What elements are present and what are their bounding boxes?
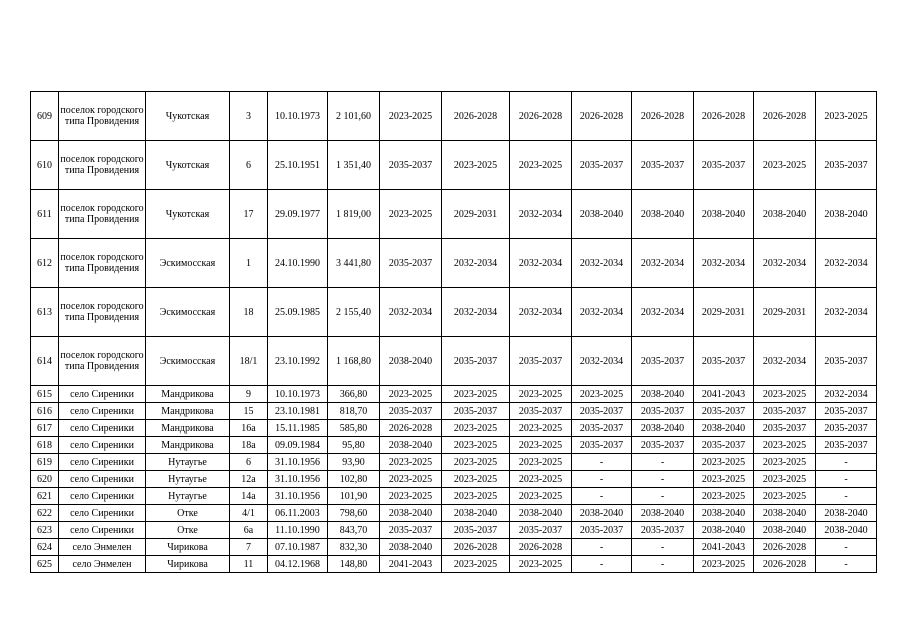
house-number-cell: 6 — [230, 454, 268, 471]
repair-period-cell: 2041-2043 — [694, 539, 754, 556]
table-row — [31, 288, 877, 337]
repair-period-cell: - — [632, 471, 694, 488]
total-area-cell: 843,70 — [328, 522, 380, 539]
settlement-name-cell: село Сиреники — [59, 403, 146, 420]
table-row — [31, 141, 877, 190]
repair-period-cell: 2035-2037 — [572, 437, 632, 454]
total-area-cell: 102,80 — [328, 471, 380, 488]
table-row — [31, 337, 877, 386]
settlement-name-cell: поселок городского типа Провидения — [59, 239, 146, 288]
row-number-cell: 618 — [31, 437, 59, 454]
repair-period-cell: 2035-2037 — [510, 337, 572, 386]
street-name-cell: Эскимосская — [146, 288, 230, 337]
repair-period-cell: 2035-2037 — [632, 403, 694, 420]
commission-date-cell: 29.09.1977 — [268, 190, 328, 239]
repair-period-cell: 2026-2028 — [754, 556, 816, 573]
repair-period-cell: 2035-2037 — [380, 141, 442, 190]
repair-period-cell: 2038-2040 — [380, 505, 442, 522]
house-number-cell: 9 — [230, 386, 268, 403]
repair-period-cell: 2035-2037 — [816, 337, 877, 386]
table-row — [31, 556, 877, 573]
repair-period-cell: 2023-2025 — [442, 386, 510, 403]
house-number-cell: 6 — [230, 141, 268, 190]
repair-period-cell: 2035-2037 — [632, 437, 694, 454]
repair-period-cell: 2026-2028 — [632, 92, 694, 141]
repair-period-cell: 2032-2034 — [816, 386, 877, 403]
table-row — [31, 437, 877, 454]
repair-period-cell: 2038-2040 — [754, 505, 816, 522]
total-area-cell: 3 441,80 — [328, 239, 380, 288]
repair-period-cell: 2032-2034 — [510, 190, 572, 239]
house-number-cell: 15 — [230, 403, 268, 420]
repair-period-cell: 2023-2025 — [380, 471, 442, 488]
repair-period-cell: 2032-2034 — [380, 288, 442, 337]
repair-period-cell: 2023-2025 — [510, 471, 572, 488]
house-number-cell: 12а — [230, 471, 268, 488]
street-name-cell: Мандрикова — [146, 437, 230, 454]
settlement-name-cell: село Сиреники — [59, 386, 146, 403]
street-name-cell: Эскимосская — [146, 239, 230, 288]
repair-period-cell: 2032-2034 — [572, 288, 632, 337]
repair-period-cell: 2023-2025 — [694, 488, 754, 505]
total-area-cell: 1 168,80 — [328, 337, 380, 386]
repair-period-cell: 2038-2040 — [816, 190, 877, 239]
repair-period-cell: 2032-2034 — [816, 239, 877, 288]
street-name-cell: Отке — [146, 505, 230, 522]
commission-date-cell: 23.10.1981 — [268, 403, 328, 420]
repair-period-cell: 2026-2028 — [442, 92, 510, 141]
commission-date-cell: 10.10.1973 — [268, 386, 328, 403]
repair-period-cell: 2023-2025 — [572, 386, 632, 403]
repair-period-cell: 2035-2037 — [632, 337, 694, 386]
repair-period-cell: 2026-2028 — [510, 92, 572, 141]
repair-period-cell: 2038-2040 — [632, 420, 694, 437]
repair-period-cell: 2038-2040 — [632, 190, 694, 239]
repair-period-cell: 2035-2037 — [816, 141, 877, 190]
repair-period-cell: - — [632, 539, 694, 556]
row-number-cell: 619 — [31, 454, 59, 471]
repair-period-cell: 2035-2037 — [510, 522, 572, 539]
commission-date-cell: 31.10.1956 — [268, 488, 328, 505]
repair-period-cell: - — [816, 556, 877, 573]
row-number-cell: 614 — [31, 337, 59, 386]
row-number-cell: 623 — [31, 522, 59, 539]
settlement-name-cell: село Сиреники — [59, 505, 146, 522]
settlement-name-cell: поселок городского типа Провидения — [59, 92, 146, 141]
repair-period-cell: 2023-2025 — [442, 141, 510, 190]
repair-period-cell: 2032-2034 — [510, 288, 572, 337]
repair-period-cell: 2038-2040 — [754, 190, 816, 239]
repair-period-cell: 2023-2025 — [510, 141, 572, 190]
row-number-cell: 610 — [31, 141, 59, 190]
repair-period-cell: 2038-2040 — [572, 505, 632, 522]
settlement-name-cell: поселок городского типа Провидения — [59, 141, 146, 190]
repair-period-cell: 2038-2040 — [632, 386, 694, 403]
street-name-cell: Нутаугье — [146, 454, 230, 471]
repair-period-cell: 2038-2040 — [694, 420, 754, 437]
repair-period-cell: 2023-2025 — [442, 454, 510, 471]
repair-period-cell: - — [572, 556, 632, 573]
street-name-cell: Чукотская — [146, 141, 230, 190]
repair-period-cell: 2035-2037 — [442, 522, 510, 539]
repair-period-cell: 2023-2025 — [442, 488, 510, 505]
row-number-cell: 611 — [31, 190, 59, 239]
row-number-cell: 620 — [31, 471, 59, 488]
total-area-cell: 798,60 — [328, 505, 380, 522]
repair-period-cell: 2023-2025 — [754, 454, 816, 471]
settlement-name-cell: село Энмелен — [59, 556, 146, 573]
total-area-cell: 2 155,40 — [328, 288, 380, 337]
repair-period-cell: 2032-2034 — [632, 288, 694, 337]
table-row — [31, 539, 877, 556]
settlement-name-cell: село Сиреники — [59, 454, 146, 471]
total-area-cell: 1 819,00 — [328, 190, 380, 239]
settlement-name-cell: поселок городского типа Провидения — [59, 288, 146, 337]
repair-period-cell: 2035-2037 — [572, 522, 632, 539]
repair-period-cell: 2023-2025 — [510, 488, 572, 505]
total-area-cell: 818,70 — [328, 403, 380, 420]
settlement-name-cell: поселок городского типа Провидения — [59, 190, 146, 239]
commission-date-cell: 25.09.1985 — [268, 288, 328, 337]
total-area-cell: 148,80 — [328, 556, 380, 573]
street-name-cell: Эскимосская — [146, 337, 230, 386]
repair-period-cell: 2032-2034 — [442, 288, 510, 337]
repair-period-cell: 2038-2040 — [380, 437, 442, 454]
total-area-cell: 2 101,60 — [328, 92, 380, 141]
repair-period-cell: 2038-2040 — [816, 522, 877, 539]
repair-period-cell: 2035-2037 — [380, 403, 442, 420]
repair-period-cell: - — [816, 471, 877, 488]
street-name-cell: Мандрикова — [146, 386, 230, 403]
commission-date-cell: 23.10.1992 — [268, 337, 328, 386]
street-name-cell: Чирикова — [146, 556, 230, 573]
repair-period-cell: 2023-2025 — [510, 437, 572, 454]
commission-date-cell: 31.10.1956 — [268, 454, 328, 471]
row-number-cell: 613 — [31, 288, 59, 337]
repair-period-cell: 2035-2037 — [694, 437, 754, 454]
repair-period-cell: 2035-2037 — [510, 403, 572, 420]
table-row — [31, 190, 877, 239]
street-name-cell: Отке — [146, 522, 230, 539]
repair-period-cell: 2023-2025 — [510, 420, 572, 437]
repair-period-cell: 2041-2043 — [694, 386, 754, 403]
street-name-cell: Чирикова — [146, 539, 230, 556]
row-number-cell: 612 — [31, 239, 59, 288]
repair-period-cell: 2023-2025 — [754, 141, 816, 190]
repair-period-cell: 2035-2037 — [442, 403, 510, 420]
house-number-cell: 1 — [230, 239, 268, 288]
repair-period-cell: 2035-2037 — [632, 141, 694, 190]
repair-period-cell: 2032-2034 — [632, 239, 694, 288]
table-row — [31, 471, 877, 488]
table-row — [31, 488, 877, 505]
repair-period-cell: - — [632, 488, 694, 505]
house-number-cell: 14а — [230, 488, 268, 505]
house-number-cell: 4/1 — [230, 505, 268, 522]
table-row — [31, 420, 877, 437]
street-name-cell: Чукотская — [146, 92, 230, 141]
repair-period-cell: 2035-2037 — [694, 337, 754, 386]
table-row — [31, 522, 877, 539]
house-number-cell: 6а — [230, 522, 268, 539]
commission-date-cell: 06.11.2003 — [268, 505, 328, 522]
repair-period-cell: 2038-2040 — [816, 505, 877, 522]
repair-period-cell: - — [816, 454, 877, 471]
total-area-cell: 95,80 — [328, 437, 380, 454]
settlement-name-cell: село Сиреники — [59, 522, 146, 539]
housing-register-table — [30, 91, 877, 573]
total-area-cell: 366,80 — [328, 386, 380, 403]
settlement-name-cell: село Энмелен — [59, 539, 146, 556]
repair-period-cell: - — [572, 454, 632, 471]
street-name-cell: Мандрикова — [146, 403, 230, 420]
repair-period-cell: 2035-2037 — [816, 420, 877, 437]
repair-period-cell: 2023-2025 — [694, 556, 754, 573]
repair-period-cell: 2023-2025 — [754, 437, 816, 454]
repair-period-cell: 2035-2037 — [632, 522, 694, 539]
repair-period-cell: 2023-2025 — [510, 556, 572, 573]
table-row — [31, 92, 877, 141]
house-number-cell: 7 — [230, 539, 268, 556]
repair-period-cell: 2038-2040 — [442, 505, 510, 522]
repair-period-cell: 2038-2040 — [510, 505, 572, 522]
repair-period-cell: 2035-2037 — [754, 403, 816, 420]
repair-period-cell: 2023-2025 — [380, 488, 442, 505]
row-number-cell: 624 — [31, 539, 59, 556]
row-number-cell: 615 — [31, 386, 59, 403]
total-area-cell: 1 351,40 — [328, 141, 380, 190]
repair-period-cell: - — [816, 488, 877, 505]
house-number-cell: 11 — [230, 556, 268, 573]
house-number-cell: 16а — [230, 420, 268, 437]
repair-period-cell: 2035-2037 — [754, 420, 816, 437]
repair-period-cell: 2023-2025 — [510, 386, 572, 403]
repair-period-cell: 2035-2037 — [572, 420, 632, 437]
repair-period-cell: 2035-2037 — [694, 141, 754, 190]
repair-period-cell: 2038-2040 — [572, 190, 632, 239]
commission-date-cell: 25.10.1951 — [268, 141, 328, 190]
table-body — [31, 92, 877, 573]
commission-date-cell: 31.10.1956 — [268, 471, 328, 488]
repair-period-cell: 2035-2037 — [816, 437, 877, 454]
repair-period-cell: 2035-2037 — [572, 403, 632, 420]
repair-period-cell: - — [572, 488, 632, 505]
commission-date-cell: 04.12.1968 — [268, 556, 328, 573]
repair-period-cell: - — [816, 539, 877, 556]
repair-period-cell: 2032-2034 — [694, 239, 754, 288]
table-row — [31, 454, 877, 471]
repair-period-cell: 2035-2037 — [380, 239, 442, 288]
settlement-name-cell: село Сиреники — [59, 488, 146, 505]
table-row — [31, 505, 877, 522]
repair-period-cell: 2032-2034 — [816, 288, 877, 337]
street-name-cell: Чукотская — [146, 190, 230, 239]
house-number-cell: 18 — [230, 288, 268, 337]
repair-period-cell: 2035-2037 — [442, 337, 510, 386]
repair-period-cell: 2026-2028 — [754, 539, 816, 556]
repair-period-cell: 2023-2025 — [694, 471, 754, 488]
repair-period-cell: 2041-2043 — [380, 556, 442, 573]
repair-period-cell: 2023-2025 — [754, 488, 816, 505]
repair-period-cell: 2032-2034 — [754, 239, 816, 288]
repair-period-cell: 2038-2040 — [632, 505, 694, 522]
commission-date-cell: 10.10.1973 — [268, 92, 328, 141]
street-name-cell: Нутаугье — [146, 488, 230, 505]
house-number-cell: 17 — [230, 190, 268, 239]
repair-period-cell: 2023-2025 — [754, 471, 816, 488]
settlement-name-cell: село Сиреники — [59, 471, 146, 488]
repair-period-cell: 2023-2025 — [442, 471, 510, 488]
house-number-cell: 18а — [230, 437, 268, 454]
repair-period-cell: 2023-2025 — [754, 386, 816, 403]
repair-period-cell: - — [572, 471, 632, 488]
repair-period-cell: 2023-2025 — [380, 92, 442, 141]
repair-period-cell: 2038-2040 — [694, 190, 754, 239]
repair-period-cell: 2038-2040 — [380, 337, 442, 386]
row-number-cell: 609 — [31, 92, 59, 141]
repair-period-cell: 2032-2034 — [572, 337, 632, 386]
commission-date-cell: 07.10.1987 — [268, 539, 328, 556]
repair-period-cell: - — [632, 556, 694, 573]
table-row — [31, 386, 877, 403]
street-name-cell: Мандрикова — [146, 420, 230, 437]
repair-period-cell: 2029-2031 — [694, 288, 754, 337]
repair-period-cell: 2026-2028 — [694, 92, 754, 141]
row-number-cell: 622 — [31, 505, 59, 522]
repair-period-cell: 2023-2025 — [510, 454, 572, 471]
commission-date-cell: 24.10.1990 — [268, 239, 328, 288]
repair-period-cell: 2035-2037 — [694, 403, 754, 420]
house-number-cell: 18/1 — [230, 337, 268, 386]
repair-period-cell: 2023-2025 — [694, 454, 754, 471]
total-area-cell: 832,30 — [328, 539, 380, 556]
repair-period-cell: 2032-2034 — [754, 337, 816, 386]
settlement-name-cell: поселок городского типа Провидения — [59, 337, 146, 386]
repair-period-cell: 2038-2040 — [380, 539, 442, 556]
row-number-cell: 617 — [31, 420, 59, 437]
total-area-cell: 101,90 — [328, 488, 380, 505]
repair-period-cell: 2038-2040 — [754, 522, 816, 539]
repair-period-cell: 2023-2025 — [442, 420, 510, 437]
repair-period-cell: 2026-2028 — [380, 420, 442, 437]
repair-period-cell: 2023-2025 — [442, 556, 510, 573]
repair-period-cell: 2026-2028 — [510, 539, 572, 556]
repair-period-cell: 2026-2028 — [442, 539, 510, 556]
commission-date-cell: 11.10.1990 — [268, 522, 328, 539]
commission-date-cell: 09.09.1984 — [268, 437, 328, 454]
repair-period-cell: 2029-2031 — [754, 288, 816, 337]
street-name-cell: Нутаугье — [146, 471, 230, 488]
repair-period-cell: 2023-2025 — [380, 454, 442, 471]
table-row — [31, 403, 877, 420]
commission-date-cell: 15.11.1985 — [268, 420, 328, 437]
repair-period-cell: 2023-2025 — [380, 386, 442, 403]
settlement-name-cell: село Сиреники — [59, 437, 146, 454]
repair-period-cell: 2032-2034 — [442, 239, 510, 288]
repair-period-cell: 2035-2037 — [380, 522, 442, 539]
table-row — [31, 239, 877, 288]
repair-period-cell: 2029-2031 — [442, 190, 510, 239]
repair-period-cell: 2032-2034 — [572, 239, 632, 288]
repair-period-cell: - — [632, 454, 694, 471]
repair-period-cell: - — [572, 539, 632, 556]
repair-period-cell: 2035-2037 — [816, 403, 877, 420]
repair-period-cell: 2026-2028 — [754, 92, 816, 141]
settlement-name-cell: село Сиреники — [59, 420, 146, 437]
repair-period-cell: 2032-2034 — [510, 239, 572, 288]
total-area-cell: 93,90 — [328, 454, 380, 471]
repair-period-cell: 2038-2040 — [694, 505, 754, 522]
total-area-cell: 585,80 — [328, 420, 380, 437]
row-number-cell: 625 — [31, 556, 59, 573]
repair-period-cell: 2038-2040 — [694, 522, 754, 539]
repair-period-cell: 2023-2025 — [816, 92, 877, 141]
house-number-cell: 3 — [230, 92, 268, 141]
repair-period-cell: 2023-2025 — [442, 437, 510, 454]
row-number-cell: 616 — [31, 403, 59, 420]
repair-period-cell: 2035-2037 — [572, 141, 632, 190]
row-number-cell: 621 — [31, 488, 59, 505]
repair-period-cell: 2026-2028 — [572, 92, 632, 141]
repair-period-cell: 2023-2025 — [380, 190, 442, 239]
